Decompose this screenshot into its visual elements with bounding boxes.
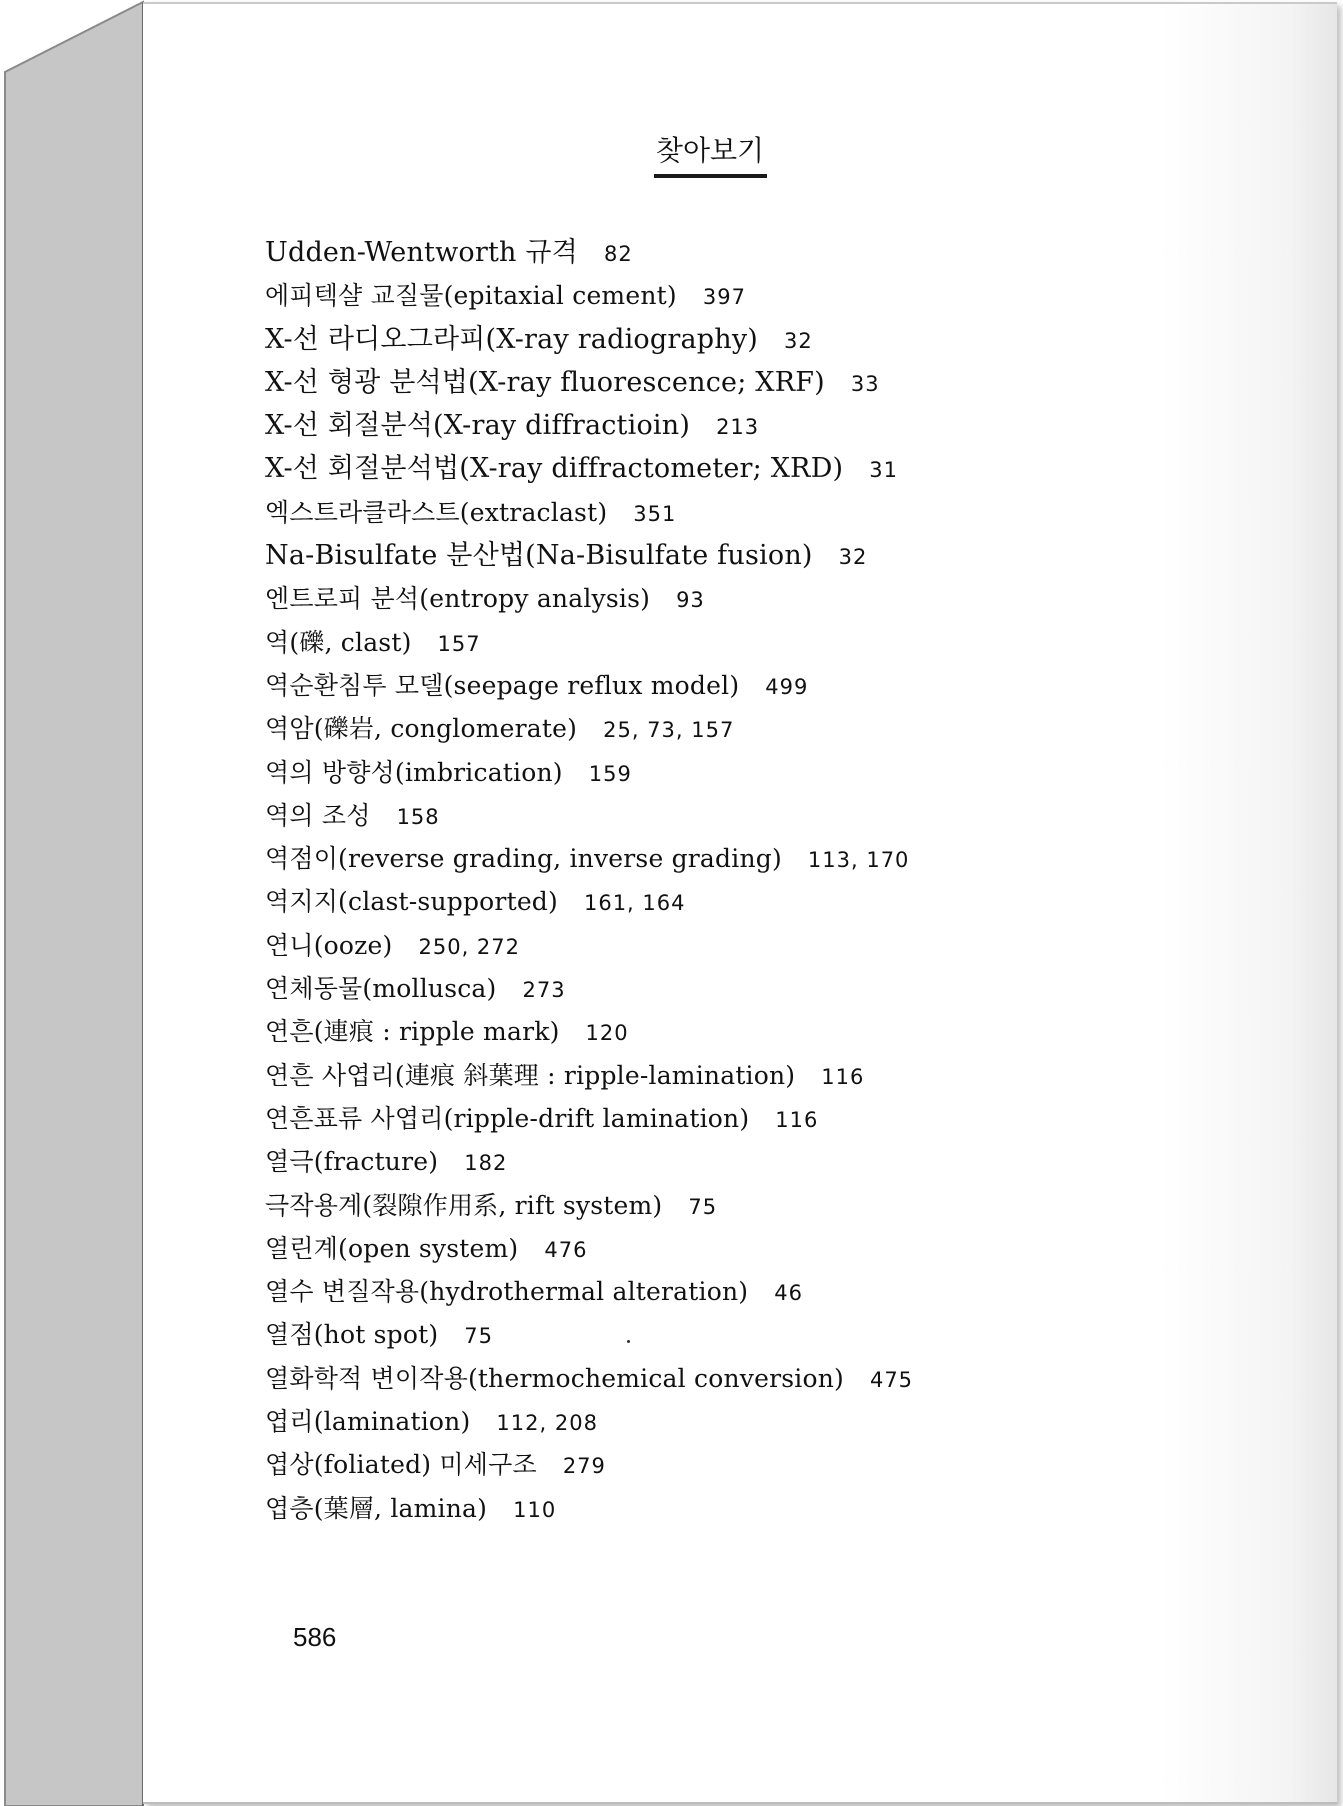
entry-pages: 116 xyxy=(775,1107,819,1132)
entry-pages: 32 xyxy=(784,328,813,353)
entry-pages: 157 xyxy=(437,631,481,656)
entry-term: X-선 회절분석(X-ray diffractioin) xyxy=(265,410,691,442)
entry-term: 열수 변질작용(hydrothermal alteration) xyxy=(265,1277,749,1307)
entry-pages: 31 xyxy=(869,458,899,483)
index-entry xyxy=(265,1010,913,1053)
entry-term: 역순환침투 모델(seepage reflux model) xyxy=(265,670,740,700)
entry-term: 엽상(foliated) 미세구조 xyxy=(265,1450,537,1480)
entry-term: 연체동물(mollusca) xyxy=(265,974,497,1004)
index-entry xyxy=(265,880,913,923)
entry-term: X-선 라디오그라피(X-ray radiography) xyxy=(265,323,759,355)
index-entry xyxy=(265,404,913,447)
entry-pages: 116 xyxy=(821,1064,865,1089)
entry-term: 열극(fracture) xyxy=(265,1147,439,1177)
entry-pages: 32 xyxy=(838,545,868,570)
entry-pages: 351 xyxy=(633,501,677,526)
entry-term: 역점이(reverse grading, inverse grading) xyxy=(265,844,782,874)
index-entry xyxy=(265,1357,913,1400)
entry-term: 연흔표류 사엽리(ripple-drift lamination) xyxy=(265,1103,750,1133)
page-title: 찾아보기 xyxy=(655,134,765,167)
index-entry xyxy=(265,274,913,317)
index-entry xyxy=(265,1184,913,1227)
index-entry xyxy=(265,1443,913,1486)
entry-pages: 273 xyxy=(522,978,566,1003)
index-entry xyxy=(265,491,913,534)
entry-pages: 46 xyxy=(774,1281,803,1306)
entry-pages: 75 xyxy=(688,1194,718,1219)
index-entry xyxy=(265,577,913,620)
entry-pages: 499 xyxy=(765,674,809,699)
entry-term: 열화학적 변이작용(thermochemical conversion) xyxy=(265,1363,844,1393)
index-entry xyxy=(265,231,913,274)
entry-pages: 158 xyxy=(396,804,440,829)
entry-pages: 476 xyxy=(544,1237,588,1262)
index-entry xyxy=(265,664,913,707)
entry-term: 역암(礫岩, conglomerate) xyxy=(265,714,578,744)
entry-term: 에피텍샬 교질물(epitaxial cement) xyxy=(265,281,677,311)
index-entry xyxy=(265,534,913,577)
index-entry xyxy=(265,794,913,837)
entry-term: 역지지(clast-supported) xyxy=(265,887,558,917)
entry-pages: 112, 208 xyxy=(496,1411,598,1436)
book-spine xyxy=(0,0,150,1806)
entry-pages: 397 xyxy=(702,285,746,310)
entry-pages: 213 xyxy=(716,415,760,440)
entry-term: 극작용계(裂隙作用系, rift system) xyxy=(265,1190,663,1220)
index-entry xyxy=(265,1270,913,1313)
entry-term: Na-Bisulfate 분산법(Na-Bisulfate fusion) xyxy=(265,540,813,572)
index-entry xyxy=(265,1054,913,1097)
title-underline xyxy=(654,174,767,178)
index-entry xyxy=(265,751,913,794)
index-entry xyxy=(265,361,913,404)
entry-term: 엽리(lamination) xyxy=(265,1407,471,1437)
page-number: 586 xyxy=(293,1622,337,1652)
entry-pages: 475 xyxy=(869,1367,914,1392)
entry-pages: 161, 164 xyxy=(583,891,686,916)
entry-term: 열린계(open system) xyxy=(265,1233,519,1263)
index-entry xyxy=(265,447,913,490)
entry-term: X-선 형광 분석법(X-ray fluorescence; XRF) xyxy=(265,366,825,398)
index-entry xyxy=(265,1487,913,1530)
index-entry xyxy=(265,967,913,1010)
entry-term: 역의 조성 xyxy=(265,800,371,830)
entry-term: 엔트로피 분석(entropy analysis) xyxy=(265,584,651,614)
index-entry xyxy=(265,837,913,880)
entry-term: 역의 방향성(imbrication) xyxy=(265,757,563,787)
index-entry xyxy=(265,318,913,361)
entry-term: 연니(ooze) xyxy=(265,930,393,960)
entry-pages: 110 xyxy=(513,1497,557,1522)
index-entry xyxy=(265,707,913,750)
index-entry xyxy=(265,1400,913,1443)
print-speck xyxy=(627,1340,630,1343)
entry-term: 엽층(葉層, lamina) xyxy=(265,1493,488,1523)
index-entry xyxy=(265,1313,913,1356)
entry-term: Udden-Wentworth 규격 xyxy=(265,237,578,268)
entry-term: 열점(hot spot) xyxy=(265,1320,439,1350)
entry-term: 연흔 사엽리(連痕 斜葉理 : ripple-lamination) xyxy=(265,1060,796,1090)
entry-term: 연흔(連痕 : ripple mark) xyxy=(265,1017,560,1047)
index-entry xyxy=(265,1097,913,1140)
entry-term: 엑스트라클라스트(extraclast) xyxy=(265,497,608,527)
index-entry xyxy=(265,1140,913,1183)
entry-pages: 120 xyxy=(585,1021,629,1046)
entry-pages: 159 xyxy=(588,761,632,786)
index-entry-list xyxy=(265,231,913,1530)
entry-term: 역(礫, clast) xyxy=(265,627,412,657)
entry-pages: 82 xyxy=(603,242,633,266)
index-entry xyxy=(265,621,913,664)
entry-pages: 182 xyxy=(464,1151,508,1176)
entry-pages: 93 xyxy=(676,588,705,613)
entry-pages: 25, 73, 157 xyxy=(603,718,735,743)
entry-pages: 75 xyxy=(464,1324,494,1349)
entry-pages: 33 xyxy=(850,371,880,396)
index-entry xyxy=(265,924,913,967)
index-entry xyxy=(265,1227,913,1270)
entry-pages: 279 xyxy=(562,1454,606,1479)
entry-pages: 250, 272 xyxy=(418,934,520,959)
entry-pages: 113, 170 xyxy=(807,848,910,873)
entry-term: X-선 회절분석법(X-ray diffractometer; XRD) xyxy=(265,453,844,485)
